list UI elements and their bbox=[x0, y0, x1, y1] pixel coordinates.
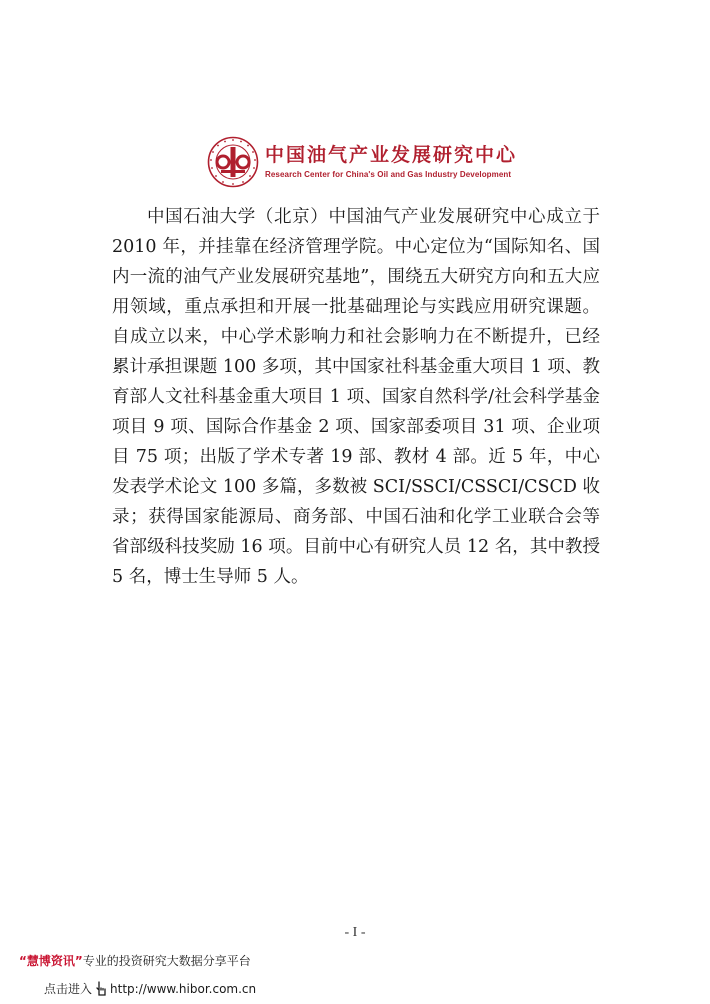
footer-click-text: 点击进入 bbox=[44, 982, 93, 996]
footer-brand: “慧博资讯” bbox=[19, 954, 83, 968]
footer-url-link[interactable]: http://www.hibor.com.cn bbox=[110, 981, 257, 996]
logo-chinese-title: 中国油气产业发展研究中心 bbox=[265, 144, 518, 166]
center-logo bbox=[207, 136, 517, 188]
pointing-hand-icon bbox=[94, 981, 108, 997]
footer-banner bbox=[19, 952, 251, 969]
footer-tagline: 专业的投资研究大数据分享平台 bbox=[82, 954, 251, 968]
university-seal-icon bbox=[207, 136, 259, 188]
page-number: - I - bbox=[344, 925, 366, 940]
footer-link-row[interactable] bbox=[44, 980, 256, 997]
logo-english-title: Research Center for China's Oil and Gas Industry Development bbox=[265, 170, 512, 179]
intro-paragraph: 中国石油大学（北京）中国油气产业发展研究中心成立于 2010 年，并挂靠在经济管理学院。中心定位为“国际知名、国内一流的油气产业发展研究基地”，围绕五大研究方向和五大应用领域，重点承担和开展一批基础理论与实践应用研究课题。自成立以来，中心学术影响力和社会影响力在不断提升，已经累计承担课题 100 多项，其中国家社科基金重大项目 1 项、教育部人文社科基金重大项目 1 项、国家自然科学/社会科学基金项目 9 项、国际合作基金 2 项、国家部委项目 31 项、企业项目 75 项；出版了学术专著 19 部、教材 4 部。近 5 年，中心发表学术论文 100 多篇，多数被 SCI/SSCI/CSSCI/CSCD 收录；获得国家能源局、商务部、中国石油和化学工业联合会等省部级科技奖励 16 项。目前中心有研究人员 12 名，其中教授 5 名，博士生导师 5 人。 bbox=[112, 207, 600, 587]
